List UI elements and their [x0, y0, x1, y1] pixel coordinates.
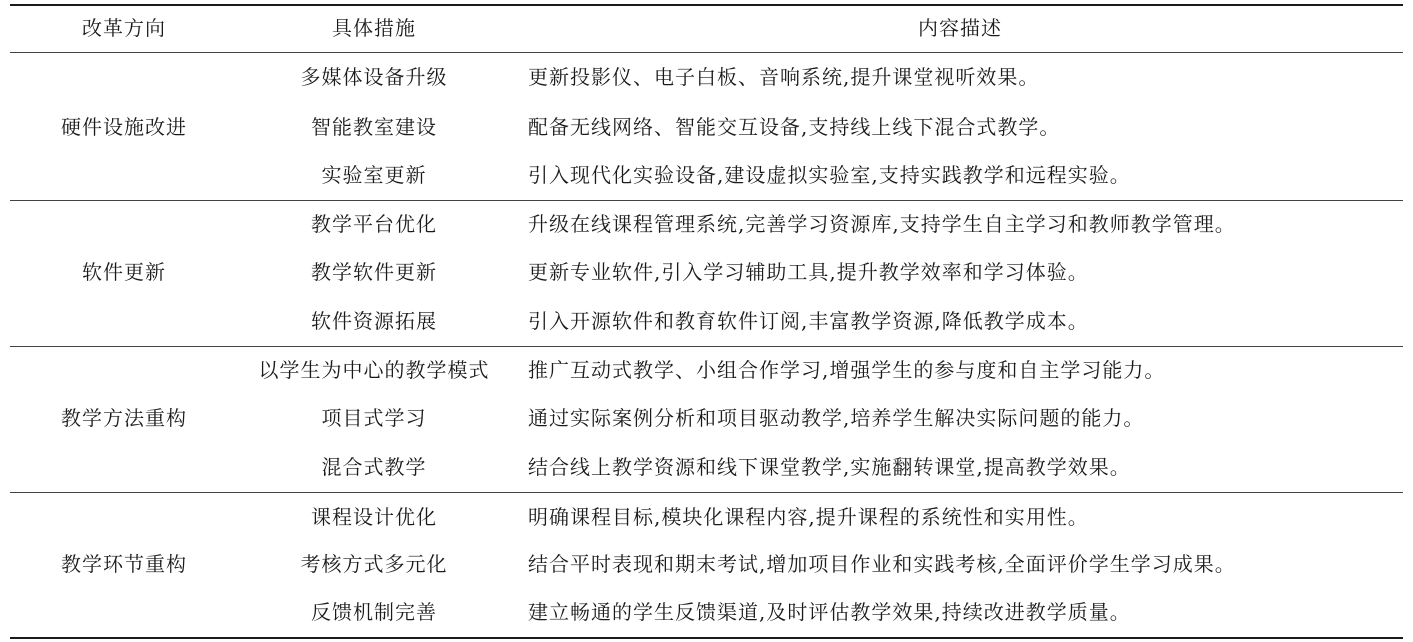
description-cell: 升级在线课程管理系统,完善学习资源库,支持学生自主学习和教师教学管理。: [528, 212, 1236, 236]
direction-cell: 硬件设施改进: [61, 115, 187, 139]
direction-cell: 软件更新: [82, 260, 166, 284]
group-divider: [10, 200, 1403, 201]
measure-cell: 教学平台优化: [311, 212, 437, 236]
description-cell: 结合线上教学资源和线下课堂教学,实施翻转课堂,提高教学效果。: [528, 455, 1131, 479]
measure-cell: 课程设计优化: [311, 505, 437, 529]
header-description: 内容描述: [918, 16, 1002, 40]
description-cell: 明确课程目标,模块化课程内容,提升课程的系统性和实用性。: [528, 505, 1089, 529]
measure-cell: 多媒体设备升级: [300, 65, 448, 89]
table-top-rule: [10, 4, 1403, 6]
header-rule: [10, 52, 1403, 53]
description-cell: 引入现代化实验设备,建设虚拟实验室,支持实践教学和远程实验。: [528, 163, 1131, 187]
group-divider: [10, 492, 1403, 493]
measure-cell: 实验室更新: [321, 163, 427, 187]
measure-cell: 软件资源拓展: [311, 309, 437, 333]
description-cell: 配备无线网络、智能交互设备,支持线上线下混合式教学。: [528, 115, 1061, 139]
direction-cell: 教学环节重构: [61, 552, 187, 576]
direction-cell: 教学方法重构: [61, 406, 187, 430]
description-cell: 推广互动式教学、小组合作学习,增强学生的参与度和自主学习能力。: [528, 358, 1166, 382]
description-cell: 建立畅通的学生反馈渠道,及时评估教学效果,持续改进教学质量。: [528, 600, 1131, 624]
measure-cell: 以学生为中心的教学模式: [258, 358, 490, 382]
group-divider: [10, 346, 1403, 347]
description-cell: 更新投影仪、电子白板、音响系统,提升课堂视听效果。: [528, 65, 1040, 89]
table-bottom-rule: [10, 637, 1403, 639]
description-cell: 结合平时表现和期末考试,增加项目作业和实践考核,全面评价学生学习成果。: [528, 552, 1236, 576]
description-cell: 引入开源软件和教育软件订阅,丰富教学资源,降低教学成本。: [528, 309, 1089, 333]
description-cell: 通过实际案例分析和项目驱动教学,培养学生解决实际问题的能力。: [528, 406, 1145, 430]
measure-cell: 混合式教学: [321, 455, 427, 479]
measure-cell: 项目式学习: [321, 406, 427, 430]
description-cell: 更新专业软件,引入学习辅助工具,提升教学效率和学习体验。: [528, 260, 1089, 284]
header-direction: 改革方向: [82, 16, 166, 40]
measure-cell: 教学软件更新: [311, 260, 437, 284]
measure-cell: 考核方式多元化: [300, 552, 448, 576]
measure-cell: 反馈机制完善: [311, 600, 437, 624]
header-measure: 具体措施: [332, 16, 416, 40]
measure-cell: 智能教室建设: [311, 115, 437, 139]
